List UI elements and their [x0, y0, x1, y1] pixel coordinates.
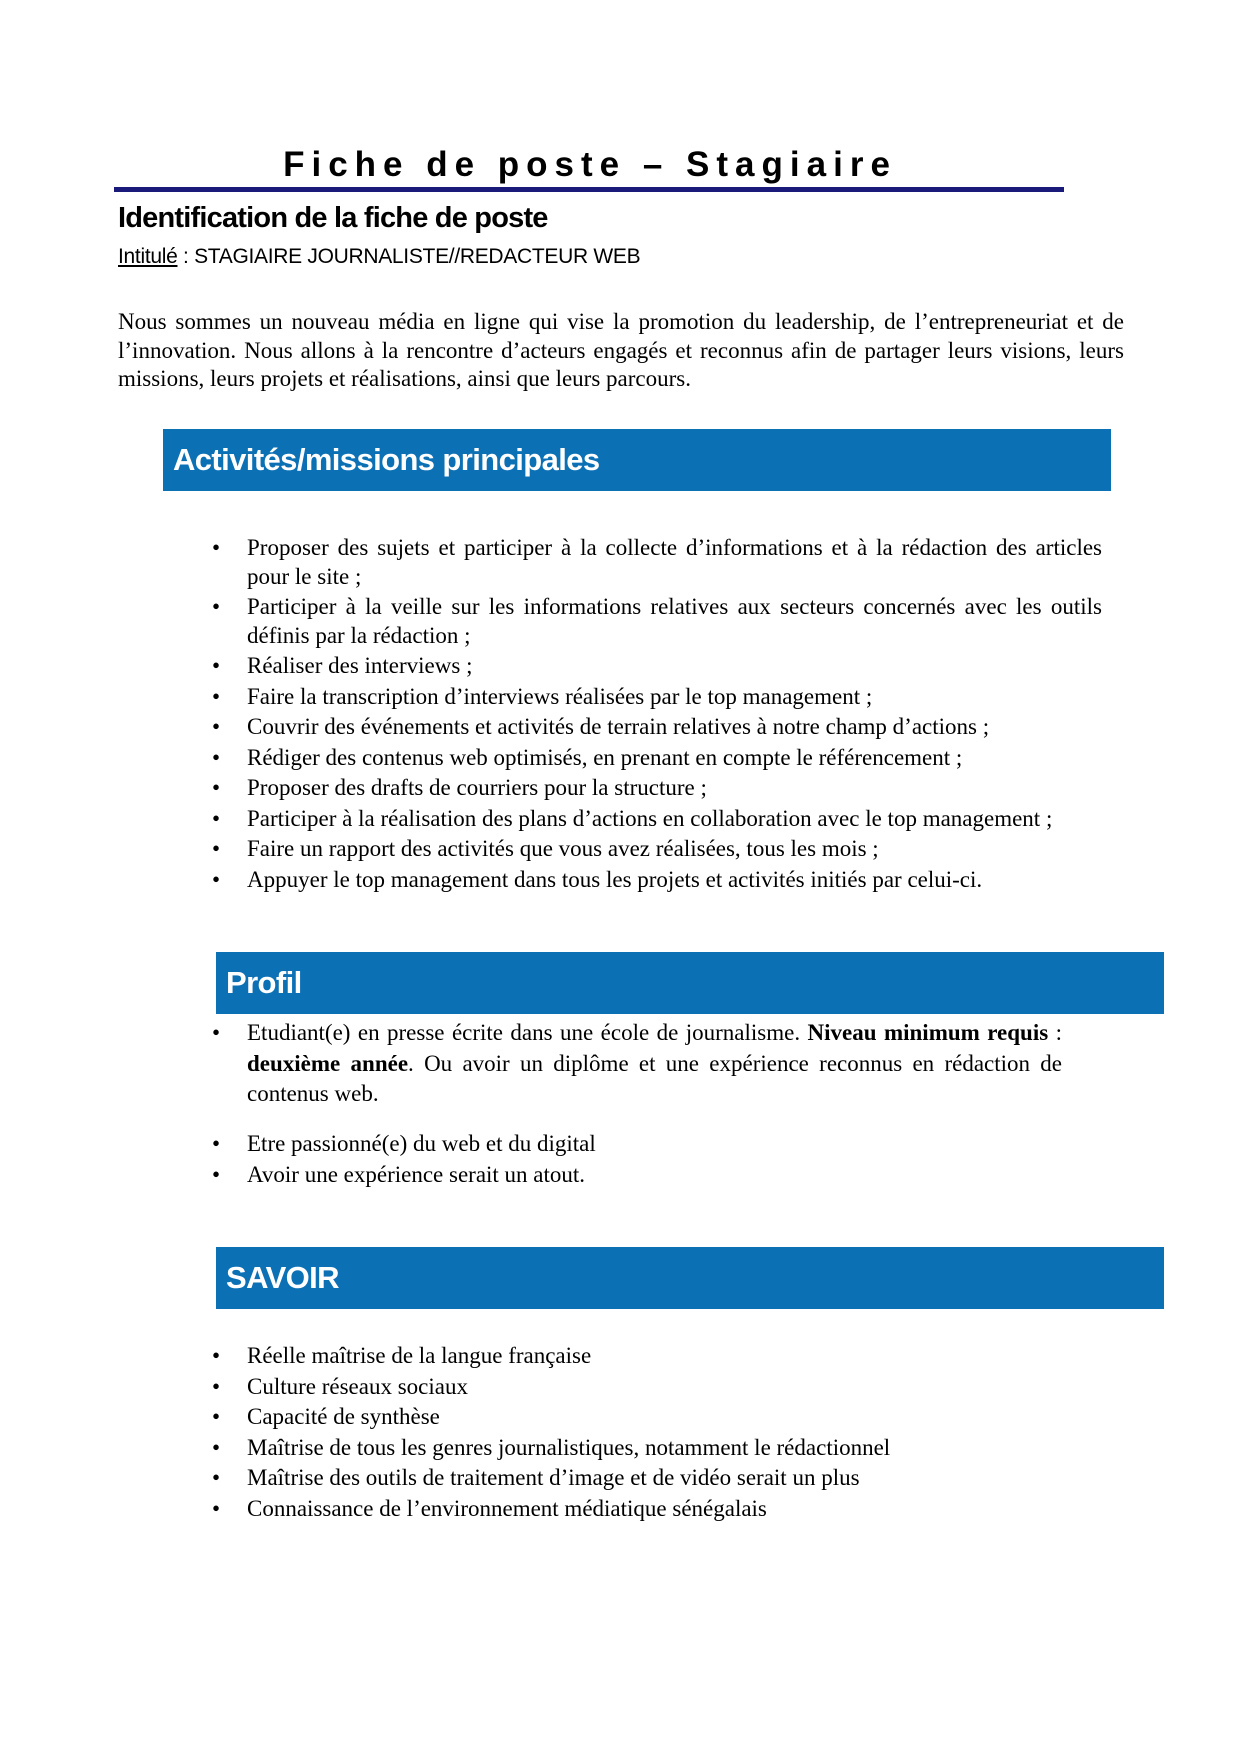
- profil-text-1: Etudiant(e) en presse écrite dans une école de journalisme.: [247, 1020, 808, 1045]
- savoir-list: [212, 1342, 1102, 1525]
- list-item: • Faire la transcription d’interviews réalisées par le top management ;: [212, 683, 1102, 712]
- list-item: • Proposer des sujets et participer à la collecte d’informations et à la rédaction des articles pour le site ;: [212, 534, 1102, 591]
- list-item: • Avoir une expérience serait un atout.: [212, 1161, 1102, 1190]
- list-item: • Proposer des drafts de courriers pour la structure ;: [212, 774, 1102, 803]
- list-item: • Connaissance de l’environnement médiatique sénégalais: [212, 1495, 1102, 1524]
- list-item: • Etre passionné(e) du web et du digital: [212, 1130, 1102, 1159]
- list-item: • Maîtrise de tous les genres journalistiques, notamment le rédactionnel: [212, 1434, 1102, 1463]
- list-item: • Maîtrise des outils de traitement d’image et de vidéo serait un plus: [212, 1464, 1102, 1493]
- profil-list-secondary: [212, 1130, 1102, 1191]
- list-item: • Réaliser des interviews ;: [212, 652, 1102, 681]
- profil-list-primary: [212, 1018, 1062, 1112]
- activities-section-header: Activités/missions principales: [163, 429, 1111, 491]
- savoir-section-header: SAVOIR: [216, 1247, 1164, 1309]
- profil-section-header: Profil: [216, 952, 1164, 1014]
- list-item: • Participer à la réalisation des plans d’actions en collaboration avec le top management ;: [212, 805, 1102, 834]
- list-item: • Faire un rapport des activités que vous avez réalisées, tous les mois ;: [212, 835, 1102, 864]
- profil-level-value: deuxième année: [247, 1050, 409, 1076]
- title-underline: [114, 187, 1064, 192]
- profil-text-3: . Ou avoir un diplôme et une expérience reconnus en rédaction de contenus web.: [247, 1050, 1063, 1106]
- list-item: • Couvrir des événements et activités de terrain relatives à notre champ d’actions ;: [212, 713, 1102, 742]
- job-title-label: Intitulé: [118, 245, 178, 268]
- activities-list: [212, 534, 1102, 896]
- list-item: [212, 1018, 1062, 1110]
- job-title-value: STAGIAIRE JOURNALISTE//REDACTEUR WEB: [194, 245, 641, 268]
- job-title-line: [118, 243, 640, 271]
- page-title: Fiche de poste – Stagiaire: [283, 145, 897, 184]
- list-item: • Culture réseaux sociaux: [212, 1373, 1102, 1402]
- list-item: • Réelle maîtrise de la langue française: [212, 1342, 1102, 1371]
- profil-level-label: Niveau minimum requis: [807, 1020, 1049, 1045]
- job-title-separator: :: [177, 245, 195, 268]
- identification-heading: Identification de la fiche de poste: [118, 202, 548, 234]
- list-item: • Capacité de synthèse: [212, 1403, 1102, 1432]
- list-item: • Rédiger des contenus web optimisés, en prenant en compte le référencement ;: [212, 744, 1102, 773]
- intro-paragraph: Nous sommes un nouveau média en ligne qui vise la promotion du leadership, de l’entrepreneuriat et de l’innovation. Nous allons à la rencontre d’acteurs engagés et reconnus afin de partager leurs visions, leurs missions, leurs projets et réalisations, ainsi que leurs parcours.: [118, 309, 1124, 391]
- list-item: • Appuyer le top management dans tous les projets et activités initiés par celui-ci.: [212, 866, 1102, 895]
- profil-text-2: :: [1048, 1020, 1062, 1045]
- list-item: • Participer à la veille sur les informations relatives aux secteurs concernés avec les outils définis par la rédaction ;: [212, 593, 1102, 650]
